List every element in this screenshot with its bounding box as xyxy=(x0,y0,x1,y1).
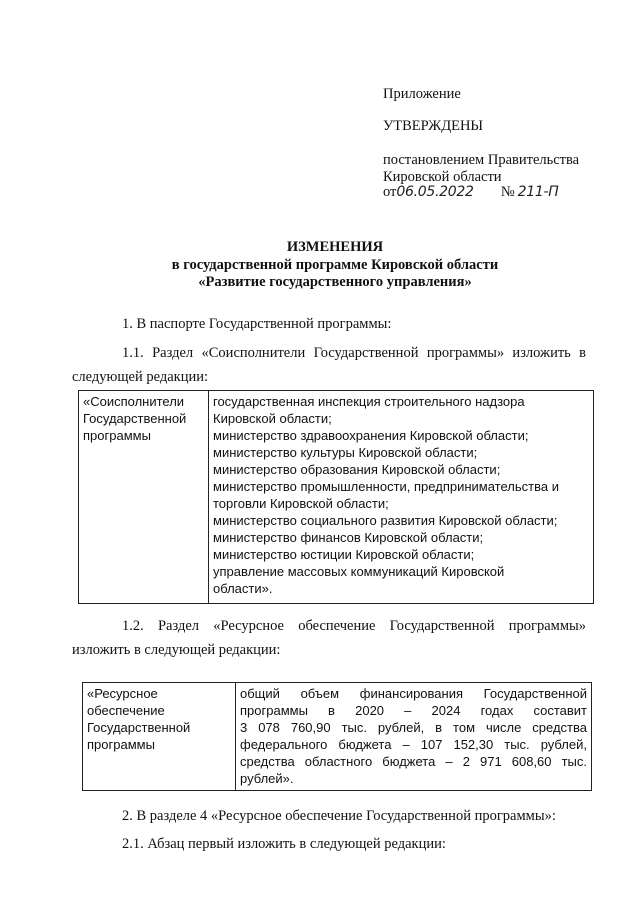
cell-line: государственная инспекция строительного надзора xyxy=(213,394,525,409)
table-row xyxy=(79,391,594,604)
cell-line: министерство культуры Кировской области; xyxy=(213,445,478,460)
coexecutors-value-cell xyxy=(209,391,594,604)
cell-line: 3 078 760,90 тыс. рублей, в том числе средства xyxy=(240,720,587,735)
resources-table xyxy=(82,682,592,791)
resources-label-cell xyxy=(83,683,236,791)
cell-line: рублей». xyxy=(240,771,294,786)
cell-line: министерство образования Кировской области; xyxy=(213,462,501,477)
section2-heading: 2. В разделе 4 «Ресурсное обеспечение Государственной программы»: xyxy=(122,808,556,824)
item-1-1-line2: следующей редакции: xyxy=(72,369,209,385)
item-2-1: 2.1. Абзац первый изложить в следующей редакции: xyxy=(122,836,446,852)
coexecutors-table xyxy=(78,390,594,604)
section1-heading: 1. В паспорте Государственной программы: xyxy=(122,316,392,332)
cell-line: торговли Кировской области; xyxy=(213,496,389,511)
cell-line: федерального бюджета – 107 152,30 тыс. рублей, xyxy=(240,737,587,752)
date-prefix: от xyxy=(383,184,397,200)
title-line2: в государственной программе Кировской области xyxy=(171,257,499,273)
cell-line: министерство юстиции Кировской области; xyxy=(213,547,475,562)
cell-line: «Соисполнители xyxy=(83,394,185,409)
cell-line: области». xyxy=(213,581,273,596)
resolution-line1: постановлением Правительства xyxy=(383,152,580,168)
cell-line: средства областного бюджета – 2 971 608,60 тыс. xyxy=(240,754,587,769)
cell-line: обеспечение xyxy=(87,703,165,718)
cell-line: министерство промышленности, предпринимательства и xyxy=(213,479,559,494)
cell-line: Государственной xyxy=(87,720,191,735)
coexecutors-label-cell xyxy=(79,391,209,604)
cell-line: министерство финансов Кировской области; xyxy=(213,530,484,545)
cell-line: управление массовых коммуникаций Кировской xyxy=(213,564,505,579)
appendix-label: Приложение xyxy=(383,86,461,102)
number-value: 211-П xyxy=(517,184,559,200)
date-number-line xyxy=(383,184,558,201)
cell-line: общий объем финансирования Государственной xyxy=(240,686,587,701)
cell-line: министерство социального развития Кировской области; xyxy=(213,513,558,528)
title-line3: «Развитие государственного управления» xyxy=(198,274,472,290)
cell-line: Кировской области; xyxy=(213,411,332,426)
table-row xyxy=(83,683,592,791)
cell-line: Государственной xyxy=(83,411,187,426)
number-prefix: № xyxy=(500,184,515,200)
date-value: 06.05.2022 xyxy=(396,184,474,200)
cell-line: министерство здравоохранения Кировской области; xyxy=(213,428,529,443)
cell-line: программы xyxy=(83,428,151,443)
title-line1: ИЗМЕНЕНИЯ xyxy=(286,239,384,255)
item-1-1-line1: 1.1. Раздел «Соисполнители Государственной программы» изложить в xyxy=(122,345,586,361)
resolution-line2: Кировской области xyxy=(383,169,502,185)
cell-line: программы в 2020 – 2024 годах составит xyxy=(240,703,587,718)
cell-line: программы xyxy=(87,737,155,752)
item-1-2-line1: 1.2. Раздел «Ресурсное обеспечение Государственной программы» xyxy=(122,618,586,634)
item-1-2-line2: изложить в следующей редакции: xyxy=(72,642,281,658)
approved-label: УТВЕРЖДЕНЫ xyxy=(383,118,484,134)
cell-line: «Ресурсное xyxy=(87,686,158,701)
resources-value-cell xyxy=(236,683,592,791)
